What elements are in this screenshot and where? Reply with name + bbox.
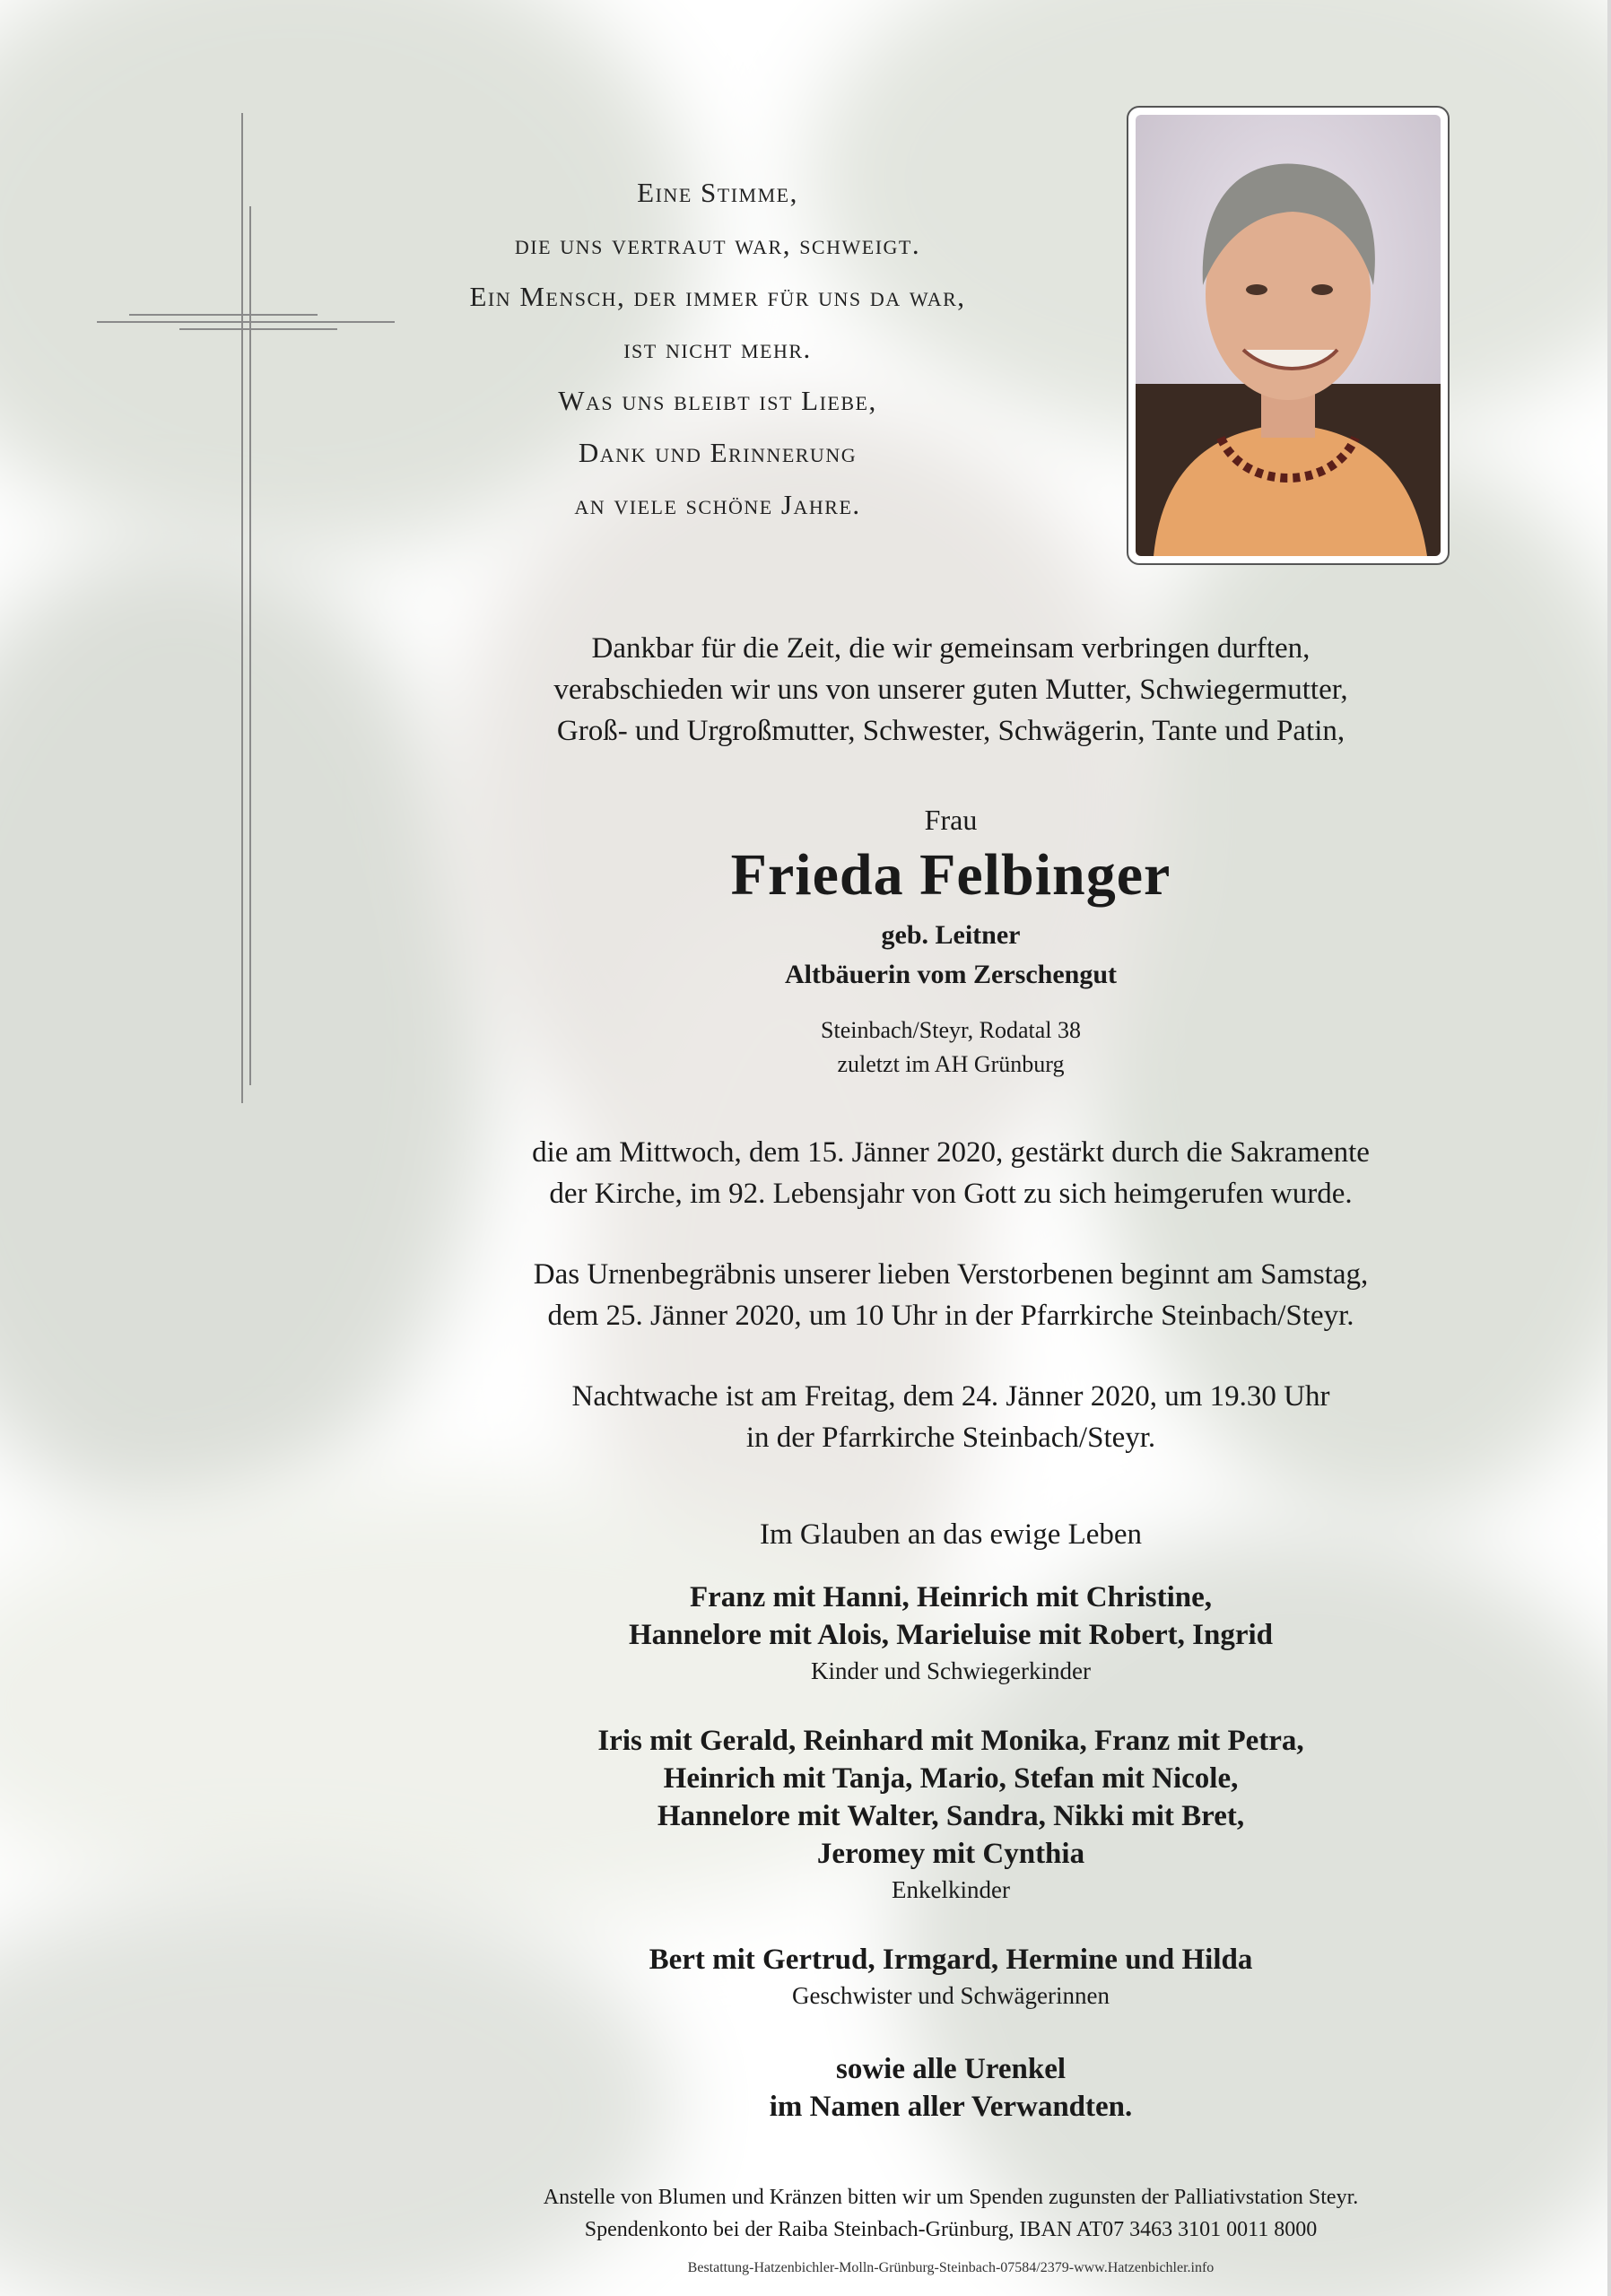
vigil-line: Nachtwache ist am Freitag, dem 24. Jänner 2020, um 19.30 Uhr — [571, 1380, 1330, 1413]
poem-line: Ein Mensch, der immer für uns da war, — [469, 281, 966, 312]
mourner-names: Iris mit Gerald, Reinhard mit Monika, Franz mit Petra, — [597, 1725, 1304, 1757]
donation-line: Spendenkonto bei der Raiba Steinbach-Grünburg, IBAN AT07 3463 3101 0011 8000 — [584, 2218, 1318, 2241]
funeral-line: Das Urnenbegräbnis unserer lieben Verstorbenen beginnt am Samstag, — [533, 1258, 1369, 1291]
vigil-line: in der Pfarrkirche Steinbach/Steyr. — [745, 1422, 1156, 1454]
closing-line: im Namen aller Verwandten. — [769, 2091, 1133, 2123]
portrait-photo — [1127, 106, 1450, 565]
poem-line: Eine Stimme, — [637, 177, 798, 208]
intro-line: Dankbar für die Zeit, die wir gemeinsam verbringen durften, — [591, 632, 1311, 665]
deceased-title: Altbäuerin vom Zerschengut — [785, 960, 1117, 989]
mourner-names: Jeromey mit Cynthia — [816, 1838, 1085, 1870]
donation-line: Anstelle von Blumen und Kränzen bitten wir um Spenden zugunsten der Palliativstation Steyr. — [543, 2186, 1359, 2209]
memorial-poem — [404, 167, 1032, 531]
death-notice-line: die am Mittwoch, dem 15. Jänner 2020, gestärkt durch die Sakramente — [532, 1136, 1370, 1169]
deceased-name: Frieda Felbinger — [730, 842, 1171, 908]
death-notice — [404, 1132, 1498, 1214]
maiden-name: geb. Leitner — [881, 920, 1021, 950]
mourner-role: Kinder und Schwiegerkinder — [811, 1657, 1091, 1684]
faith-line: Im Glauben an das ewige Leben — [759, 1518, 1143, 1551]
death-notice-line: der Kirche, im 92. Lebensjahr von Gott zu sich heimgerufen wurde. — [549, 1178, 1353, 1210]
mourners-grandchildren — [404, 1722, 1498, 1907]
mourners-children — [404, 1578, 1498, 1688]
poem-line: ist nicht mehr. — [623, 333, 812, 364]
poem-line: die uns vertraut war, schweigt. — [514, 229, 921, 260]
funeral-notice — [404, 1254, 1498, 1336]
mourner-role: Enkelkinder — [892, 1876, 1010, 1903]
poem-line: Was uns bleibt ist Liebe, — [558, 385, 877, 416]
intro-text — [404, 628, 1498, 752]
salutation: Frau — [924, 804, 978, 836]
intro-line: verabschieden wir uns von unserer guten Mutter, Schwiegermutter, — [553, 674, 1348, 706]
vigil-notice — [404, 1376, 1498, 1458]
funeral-line: dem 25. Jänner 2020, um 10 Uhr in der Pfarrkirche Steinbach/Steyr. — [547, 1300, 1354, 1332]
address: Steinbach/Steyr, Rodatal 38 — [821, 1017, 1081, 1043]
closing-line: sowie alle Urenkel — [835, 2053, 1067, 2085]
mourners-siblings — [404, 1941, 1498, 2013]
mourner-names: Franz mit Hanni, Heinrich mit Christine, — [689, 1581, 1213, 1613]
mourner-names: Hannelore mit Alois, Marieluise mit Robert, Ingrid — [629, 1619, 1273, 1651]
mourner-names: Hannelore mit Walter, Sandra, Nikki mit Bret, — [657, 1800, 1245, 1832]
funeral-home-imprint: Bestattung-Hatzenbichler-Molln-Grünburg-Steinbach-07584/2379-www.Hatzenbichler.info — [687, 2260, 1215, 2275]
page-edge-line — [1607, 0, 1611, 2296]
poem-line: Dank und Erinnerung — [578, 437, 858, 468]
poem-line: an viele schöne Jahre. — [574, 489, 861, 520]
last-residence: zuletzt im AH Grünburg — [837, 1051, 1065, 1077]
mourner-role: Geschwister und Schwägerinnen — [792, 1982, 1110, 2009]
mourner-names: Heinrich mit Tanja, Mario, Stefan mit Nicole, — [663, 1762, 1239, 1795]
intro-line: Groß- und Urgroßmutter, Schwester, Schwägerin, Tante und Patin, — [556, 715, 1345, 747]
mourner-names: Bert mit Gertrud, Irmgard, Hermine und Hilda — [649, 1944, 1253, 1976]
donation-note — [404, 2181, 1498, 2246]
address-block — [404, 1013, 1498, 1082]
cross-icon — [97, 113, 402, 1103]
portrait-image — [1136, 115, 1441, 556]
mourners-closing — [404, 2050, 1498, 2126]
